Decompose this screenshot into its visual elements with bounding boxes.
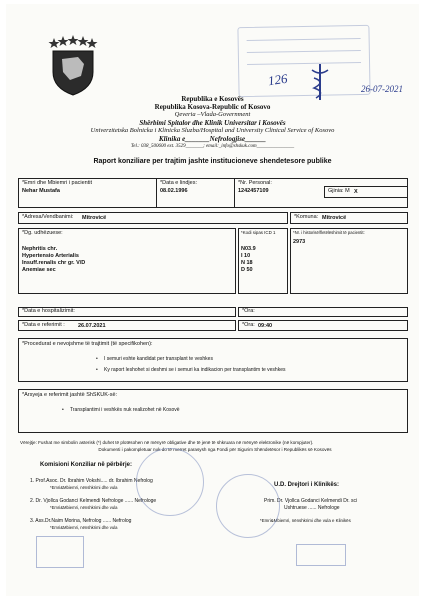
signature-hint: *Emri&Mbiemri, nënshkrimi dhe vula e Klinikës — [260, 518, 351, 523]
referral-document — [6, 4, 419, 596]
bullet-dot-icon: • — [96, 367, 98, 373]
personal-no-label: *Nr. Personal: — [238, 180, 272, 186]
procedure-item: I semuri eshte kandidat per transplant te veshkes — [104, 356, 213, 362]
signature-hint: *Emri&Mbiemri, nënshkrimi dhe vula — [50, 485, 118, 490]
dob-label: *Data e lindjes: — [160, 180, 197, 186]
committee-title: Komisioni Konziliar në përbërje: — [40, 462, 133, 468]
signature-hint: *Emri&Mbiemri, nënshkrimi dhe vula — [50, 505, 118, 510]
record-box — [290, 228, 408, 294]
director-name: Prim. Dr. Vjollca Godanci Kelmendi Dr. sci — [264, 498, 358, 504]
dob-value: 08.02.1996 — [160, 188, 188, 194]
referral-date-value: 26.07.2021 — [78, 323, 106, 329]
header-republic: Republika e Kosovës — [181, 95, 244, 103]
hospitalization-time-box — [238, 307, 408, 317]
clinic-seal — [216, 474, 280, 538]
note-text-2: Dokumenti i pakompletuar nuk do të merret parasysh nga Fondi për Sigurim Shëndetësor i Republikës së Kosovës — [98, 447, 332, 452]
kosovo-coat-of-arms-icon — [48, 34, 98, 96]
hospitalization-time-label: *Ora: — [242, 308, 255, 314]
bullet-dot-icon: • — [62, 407, 64, 413]
referral-date-label: *Data e referimit : — [22, 322, 65, 328]
committee-member-2: 2. Dr. Vjollca Godanci Kelmendi Nefrologe ...... Nefrologe — [30, 498, 157, 504]
referral-time-value: 09:40 — [258, 323, 273, 329]
header-contact: Tel.: 038_500600 ext. 3529_______; email:_info@shskuk.com_______________ — [130, 144, 295, 149]
referral-time-label: *Ora: — [242, 322, 255, 328]
gender-value: X — [354, 189, 358, 195]
icd-label: *Kodi sipas ICD 1 — [241, 230, 276, 235]
procedure-label: *Procedurat e nevojshme të trajtimit (të specifikohen): — [22, 341, 153, 347]
record-label: *Nr. i historisë/fletëlëshimit të pacientit: — [293, 230, 365, 235]
header-government: Qeveria –Vlada-Government — [174, 111, 251, 118]
director-role: Ushtruese ...... Nefrologe — [284, 505, 340, 511]
doctor-stamp — [36, 536, 84, 568]
diagnosis-item: Insuff.renalis chr gr. V/D — [22, 260, 86, 266]
handwritten-number: 126 — [266, 70, 289, 89]
hospitalization-label: *Data e hospitalizimit: — [22, 308, 75, 314]
document-title: Raport konziliare per trajtim jashte institucioneve shendetesore publike — [93, 158, 332, 165]
diagnosis-item: Nephritis chr. — [22, 246, 58, 252]
bullet-dot-icon: • — [96, 356, 98, 362]
diagnosis-item: Hypertensio Arterialis — [22, 253, 79, 259]
director-title: U.D. Drejtori i Klinikës: — [274, 482, 340, 488]
personal-no-value: 1242457109 — [238, 188, 269, 194]
committee-seal — [136, 448, 204, 516]
record-value: 2973 — [293, 239, 306, 245]
address-value: Mitrovicë — [82, 215, 107, 221]
header-republic-full: Republika Kosova-Republic of Kosovo — [154, 103, 271, 111]
address-label: *Adresa/Vendbanimi: — [22, 214, 74, 220]
diagnosis-item: Anemiae sec — [22, 267, 56, 273]
procedure-item: Ky raport leshohet si deshmi se i semuri ka indikacion per transplantim te veshkes — [104, 367, 286, 373]
icd-code: N 18 — [241, 260, 253, 266]
icd-code: D 50 — [241, 267, 253, 273]
handwritten-date: 26-07-2021 — [361, 84, 403, 94]
header-service: Shërbimi Spitalor dhe Klinik Universitar i Kosovës — [139, 119, 286, 127]
patient-name-label: *Emri dhe Mbiemri i pacientit — [22, 180, 92, 186]
signature-hint: *Emri&Mbiemri, nënshkrimi dhe vula — [50, 525, 118, 530]
header-service-multilingual: Univerzitetska Bolnicka i Klinicka Sluzba/Hospital and University Clinical Service of Kosovo — [90, 127, 335, 134]
icd-code: I 10 — [241, 253, 251, 259]
header-clinic: Klinika e_______Nefrologjise______ — [158, 135, 267, 143]
committee-member-3: 3. Ass.Dr.Naim Morina, Nefrolog ...... Nefrolog — [30, 518, 132, 524]
patient-name: Nehar Mustafa — [22, 188, 60, 194]
reason-label: *Arsyeja e referimit jashtë ShSKUK-së: — [22, 392, 118, 398]
municipality-label: *Komuna: — [294, 214, 319, 220]
doctor-stamp — [296, 544, 346, 566]
diagnosis-label: *Dg. udhëzuese: — [22, 230, 63, 236]
gender-label: Gjinia: M — [328, 188, 350, 194]
reason-item: Transplantimi i veshkës nuk realizohet në Kosovë — [70, 407, 180, 413]
committee-member-1: 1. Prof.Asoc. Dr. Ibrahim Vokshi..... dr. Ibrahim Nefrolog — [30, 478, 153, 484]
note-text: Vërejtje: Fushat me simbolin asterisk (*) duhet të plotësohen në mënyrë obligative dhe të jenë të shkruara në mënyrë elektronike (në kompjuter). — [20, 440, 314, 445]
icd-code: N03.9 — [241, 246, 256, 252]
municipality-value: Mitrovicë — [322, 215, 347, 221]
